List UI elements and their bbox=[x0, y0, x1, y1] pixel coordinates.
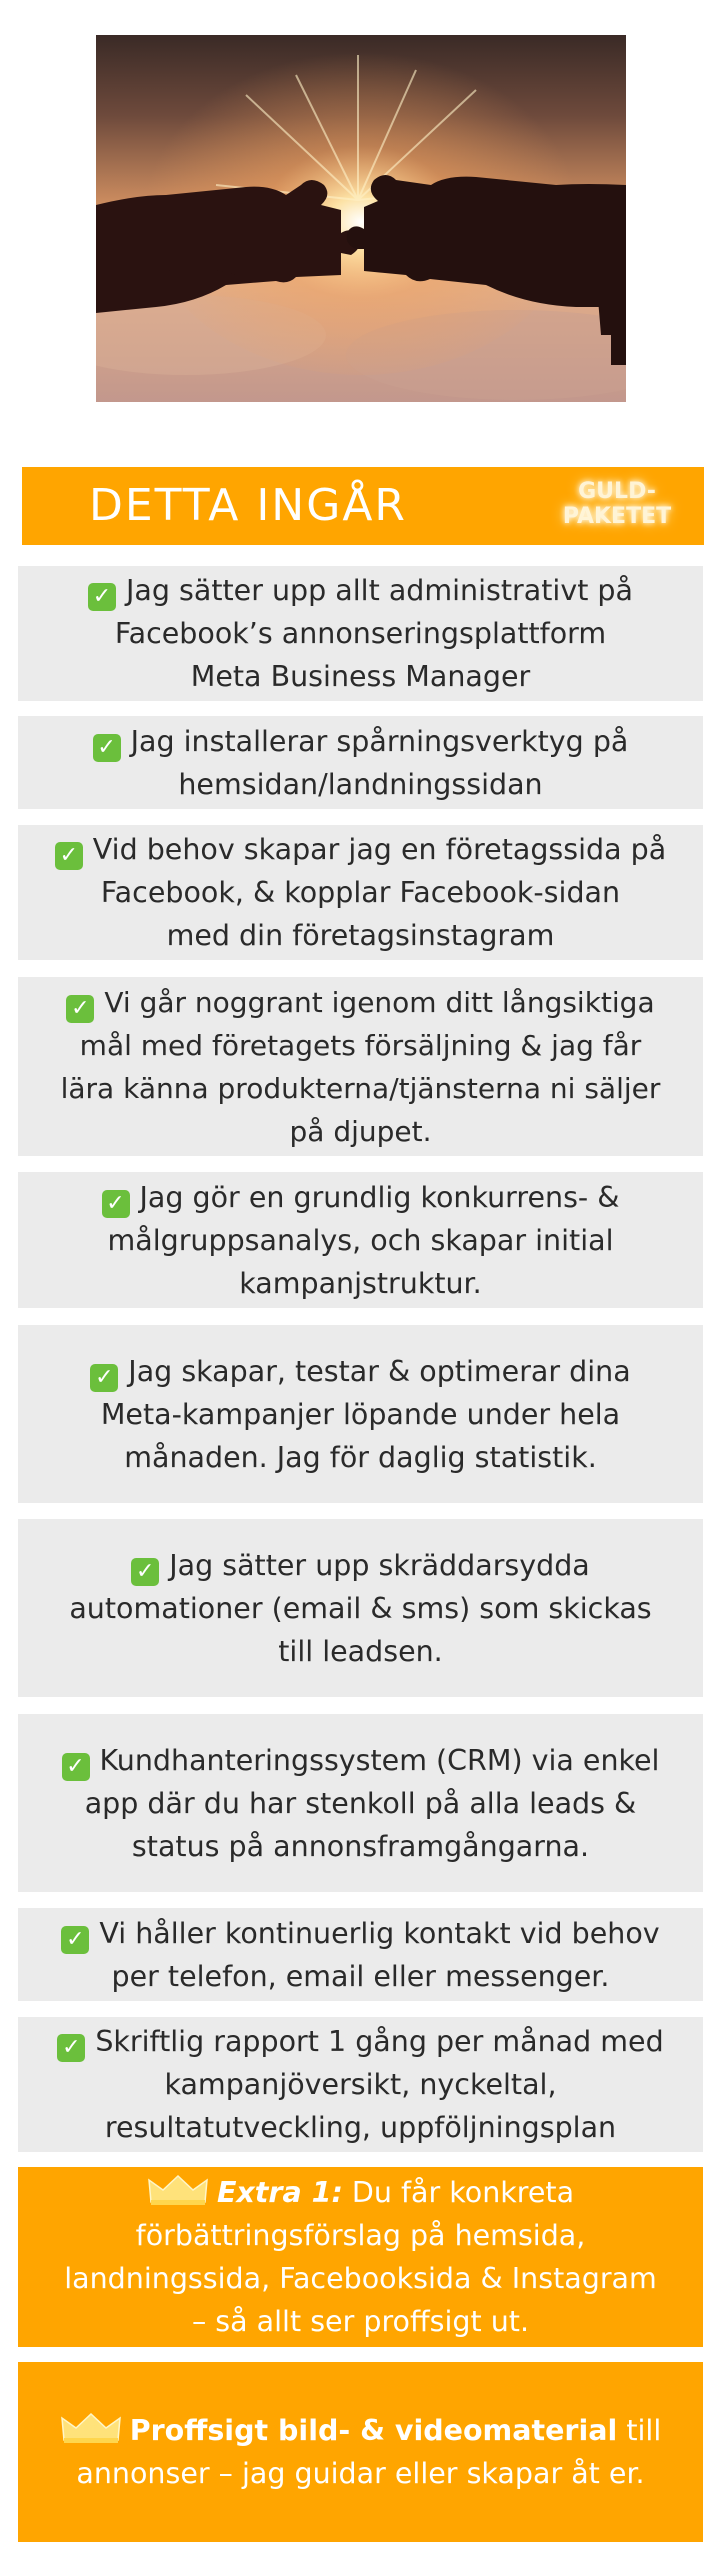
badge-line-2: PAKETET bbox=[562, 504, 672, 529]
extra-text: annonser – jag guidar eller skapar åt er. bbox=[76, 2457, 645, 2490]
package-badge bbox=[532, 479, 702, 529]
feature-text: Meta Business Manager bbox=[190, 660, 531, 693]
extra-text: Du får konkreta bbox=[342, 2176, 575, 2209]
feature-item-5 bbox=[18, 1172, 703, 1308]
extra-label: Extra 1: bbox=[216, 2176, 343, 2209]
feature-text: Jag sätter upp allt administrativt på bbox=[125, 574, 633, 607]
feature-item-10 bbox=[18, 2017, 703, 2152]
extra-text: landningssida, Facebooksida & Instagram bbox=[64, 2262, 657, 2295]
feature-text: på djupet. bbox=[289, 1114, 432, 1148]
check-icon: ✓ bbox=[102, 1190, 130, 1218]
hero-image bbox=[96, 35, 626, 402]
feature-text: mål med företagets försäljning & jag får bbox=[79, 1028, 642, 1062]
feature-text: månaden. Jag för daglig statistik. bbox=[124, 1440, 597, 1474]
check-icon: ✓ bbox=[62, 1753, 90, 1781]
feature-text: per telefon, email eller messenger. bbox=[111, 1959, 610, 1993]
extra-text: – så allt ser proffsigt ut. bbox=[191, 2305, 530, 2338]
feature-text: kampanjöversikt, nyckeltal, bbox=[164, 2068, 557, 2101]
feature-item-1 bbox=[18, 566, 703, 701]
feature-text: kampanjstruktur. bbox=[239, 1266, 482, 1300]
crown-icon bbox=[147, 2174, 209, 2206]
section-title: DETTA INGÅR bbox=[89, 480, 407, 531]
feature-item-3 bbox=[18, 825, 703, 960]
feature-item-4 bbox=[18, 977, 703, 1156]
feature-text: hemsidan/landningssidan bbox=[178, 767, 543, 801]
feature-text: automationer (email & sms) som skickas bbox=[69, 1591, 652, 1625]
check-icon: ✓ bbox=[55, 842, 83, 870]
feature-text: Skriftlig rapport 1 gång per månad med bbox=[95, 2025, 664, 2058]
check-icon: ✓ bbox=[93, 734, 121, 762]
feature-text: Meta-kampanjer löpande under hela bbox=[100, 1397, 621, 1431]
feature-text: Jag sätter upp skräddarsydda bbox=[169, 1548, 590, 1582]
feature-item-2 bbox=[18, 716, 703, 809]
header-bar bbox=[22, 467, 704, 545]
feature-item-8 bbox=[18, 1714, 703, 1892]
feature-text: Jag skapar, testar & optimerar dina bbox=[128, 1354, 631, 1388]
check-icon: ✓ bbox=[66, 995, 94, 1023]
feature-text: Jag gör en grundlig konkurrens- & bbox=[139, 1180, 620, 1214]
check-icon: ✓ bbox=[90, 1364, 118, 1392]
feature-text: lära känna produkterna/tjänsterna ni säljer bbox=[60, 1071, 661, 1105]
feature-text: med din företagsinstagram bbox=[166, 919, 555, 952]
feature-text: Kundhanteringssystem (CRM) via enkel bbox=[99, 1743, 660, 1777]
check-icon: ✓ bbox=[57, 2034, 85, 2062]
extra-offer-1 bbox=[18, 2167, 703, 2347]
feature-item-9 bbox=[18, 1908, 703, 2001]
feature-item-6 bbox=[18, 1325, 703, 1503]
feature-text: status på annonsframgångarna. bbox=[131, 1829, 590, 1863]
badge-line-1: GULD- bbox=[578, 479, 656, 504]
feature-item-7 bbox=[18, 1519, 703, 1697]
feature-text: Facebook, & kopplar Facebook-sidan bbox=[100, 876, 621, 909]
extra-label: Proffsigt bild- & videomaterial bbox=[129, 2414, 618, 2447]
feature-text: Jag installerar spårningsverktyg på bbox=[130, 724, 629, 758]
check-icon: ✓ bbox=[61, 1926, 89, 1954]
feature-text: till leadsen. bbox=[278, 1634, 443, 1668]
feature-text: resultatutveckling, uppföljningsplan bbox=[104, 2111, 617, 2144]
feature-text: app där du har stenkoll på alla leads & bbox=[84, 1786, 637, 1820]
puzzle-hands-illustration bbox=[96, 35, 626, 402]
feature-text: målgruppsanalys, och skapar initial bbox=[107, 1223, 614, 1257]
feature-text: Vi håller kontinuerlig kontakt vid behov bbox=[99, 1916, 660, 1950]
check-icon: ✓ bbox=[131, 1558, 159, 1586]
feature-text: Vid behov skapar jag en företagssida på bbox=[92, 833, 667, 866]
crown-icon bbox=[60, 2412, 122, 2444]
extra-text: till bbox=[617, 2414, 662, 2447]
extra-offer-2 bbox=[18, 2362, 703, 2542]
check-icon: ✓ bbox=[88, 583, 116, 611]
feature-text: Vi går noggrant igenom ditt långsiktiga bbox=[104, 985, 655, 1019]
feature-text: Facebook’s annonseringsplattform bbox=[114, 617, 607, 650]
extra-text: förbättringsförslag på hemsida, bbox=[135, 2219, 586, 2252]
